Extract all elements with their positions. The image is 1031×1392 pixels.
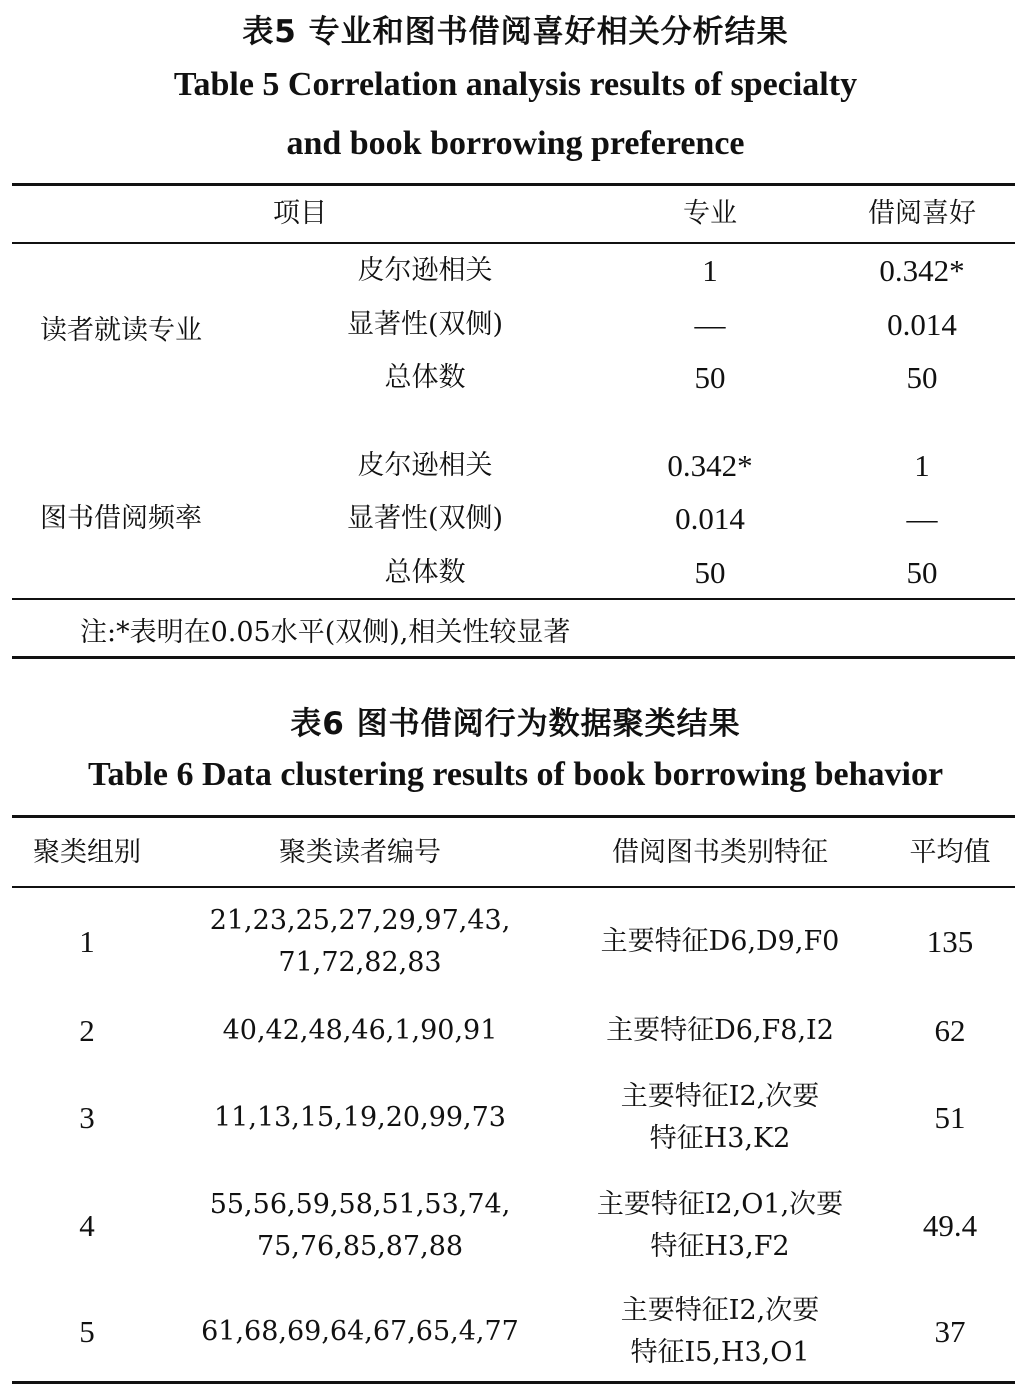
table6-caption-cn: 表6 图书借阅行为数据聚类结果 bbox=[290, 706, 741, 742]
table6-group-cell: 3 bbox=[79, 1100, 95, 1135]
table5-group-label: 读者就读专业 bbox=[40, 315, 202, 346]
table6-group-cell: 5 bbox=[79, 1314, 95, 1349]
table6-avg-cell: 51 bbox=[934, 1100, 966, 1135]
table5-metric: 显著性(双侧) bbox=[346, 309, 504, 340]
table5-value: 0.342* bbox=[667, 448, 753, 483]
table6-feature-cell bbox=[555, 921, 885, 963]
table6-ids-line: 40,42,48,46,1,90,91 bbox=[222, 1015, 498, 1046]
table6-feature-line: 主要特征I2,次要 bbox=[620, 1081, 820, 1112]
table6-ids-line: 55,56,59,58,51,53,74, bbox=[209, 1189, 511, 1220]
table6-group-cell: 4 bbox=[79, 1208, 95, 1243]
table5-header-rule bbox=[12, 242, 1015, 244]
table6-header-rule bbox=[12, 886, 1015, 888]
table6-ids-line: 21,23,25,27,29,97,43, bbox=[209, 905, 511, 936]
table6-bottom-rule bbox=[12, 1381, 1015, 1384]
table5-value: 0.014 bbox=[675, 501, 745, 536]
table5-value: 50 bbox=[906, 555, 938, 590]
table6-ids-line: 75,76,85,87,88 bbox=[256, 1231, 464, 1262]
table5-value: 50 bbox=[694, 360, 726, 395]
table6-feature-line: 特征H3,F2 bbox=[650, 1231, 790, 1262]
table6-ids-cell bbox=[170, 1097, 550, 1139]
table5-group-label: 图书借阅频率 bbox=[40, 503, 202, 534]
table6-caption-en: Table 6 Data clustering results of book borrowing behavior bbox=[87, 756, 944, 793]
table5-value: 1 bbox=[914, 448, 930, 483]
table5-metric: 总体数 bbox=[384, 362, 466, 393]
table5-value: — bbox=[694, 307, 726, 342]
table5-body-rule bbox=[12, 598, 1015, 600]
table6-top-rule bbox=[12, 815, 1015, 818]
table6-group-cell: 2 bbox=[79, 1013, 95, 1048]
table6-feature-line: 主要特征D6,D9,F0 bbox=[600, 926, 840, 957]
table5-header-item: 项目 bbox=[273, 198, 327, 229]
table6-feature-line: 特征H3,K2 bbox=[649, 1123, 791, 1154]
table5-caption-en-line2: and book borrowing preference bbox=[286, 125, 745, 162]
table6-ids-cell bbox=[170, 1311, 550, 1353]
table5-top-rule bbox=[12, 183, 1015, 186]
table5-header-specialty: 专业 bbox=[683, 198, 737, 229]
table5-value: 50 bbox=[906, 360, 938, 395]
table5-metric: 皮尔逊相关 bbox=[357, 255, 493, 286]
table5-note: 注:*表明在0.05水平(双侧),相关性较显著 bbox=[80, 617, 571, 648]
table6-feature-cell bbox=[555, 1076, 885, 1160]
table5-metric: 皮尔逊相关 bbox=[357, 450, 493, 481]
table5-metric: 总体数 bbox=[384, 557, 466, 588]
table6-group-cell: 1 bbox=[79, 924, 95, 959]
table6-header-avg: 平均值 bbox=[909, 837, 991, 868]
table6-header-ids: 聚类读者编号 bbox=[279, 837, 441, 868]
table5-value: 1 bbox=[702, 253, 718, 288]
table5-value: 50 bbox=[694, 555, 726, 590]
table6-ids-cell bbox=[170, 1010, 550, 1052]
table6-feature-cell bbox=[555, 1290, 885, 1374]
table6-header-group: 聚类组别 bbox=[33, 837, 141, 868]
table6-ids-cell bbox=[170, 900, 550, 984]
table5-bottom-rule bbox=[12, 656, 1015, 659]
table5-value: 0.342* bbox=[879, 253, 965, 288]
table6-ids-cell bbox=[170, 1184, 550, 1268]
table6-avg-cell: 37 bbox=[934, 1314, 966, 1349]
table6-feature-line: 主要特征I2,次要 bbox=[620, 1295, 820, 1326]
table6-feature-cell bbox=[555, 1010, 885, 1052]
table5-value: — bbox=[906, 501, 938, 536]
table5-value: 0.014 bbox=[887, 307, 957, 342]
table6-feature-line: 特征I5,H3,O1 bbox=[630, 1337, 810, 1368]
table5-metric: 显著性(双侧) bbox=[346, 503, 504, 534]
table6-feature-line: 主要特征D6,F8,I2 bbox=[606, 1015, 834, 1046]
table5-caption-cn: 表5 专业和图书借阅喜好相关分析结果 bbox=[242, 14, 789, 50]
table6-avg-cell: 62 bbox=[934, 1013, 966, 1048]
table5-header-preference: 借阅喜好 bbox=[868, 198, 976, 229]
table6-header-feature: 借阅图书类别特征 bbox=[612, 837, 828, 868]
table6-avg-cell: 49.4 bbox=[922, 1208, 978, 1243]
table6-ids-line: 71,72,82,83 bbox=[278, 947, 442, 978]
table6-feature-cell bbox=[555, 1184, 885, 1268]
table5-caption-en-line1: Table 5 Correlation analysis results of specialty bbox=[173, 66, 858, 103]
table6-ids-line: 11,13,15,19,20,99,73 bbox=[214, 1102, 506, 1133]
table6-avg-cell: 135 bbox=[926, 924, 974, 959]
table6-ids-line: 61,68,69,64,67,65,4,77 bbox=[201, 1316, 519, 1347]
table6-feature-line: 主要特征I2,O1,次要 bbox=[596, 1189, 844, 1220]
